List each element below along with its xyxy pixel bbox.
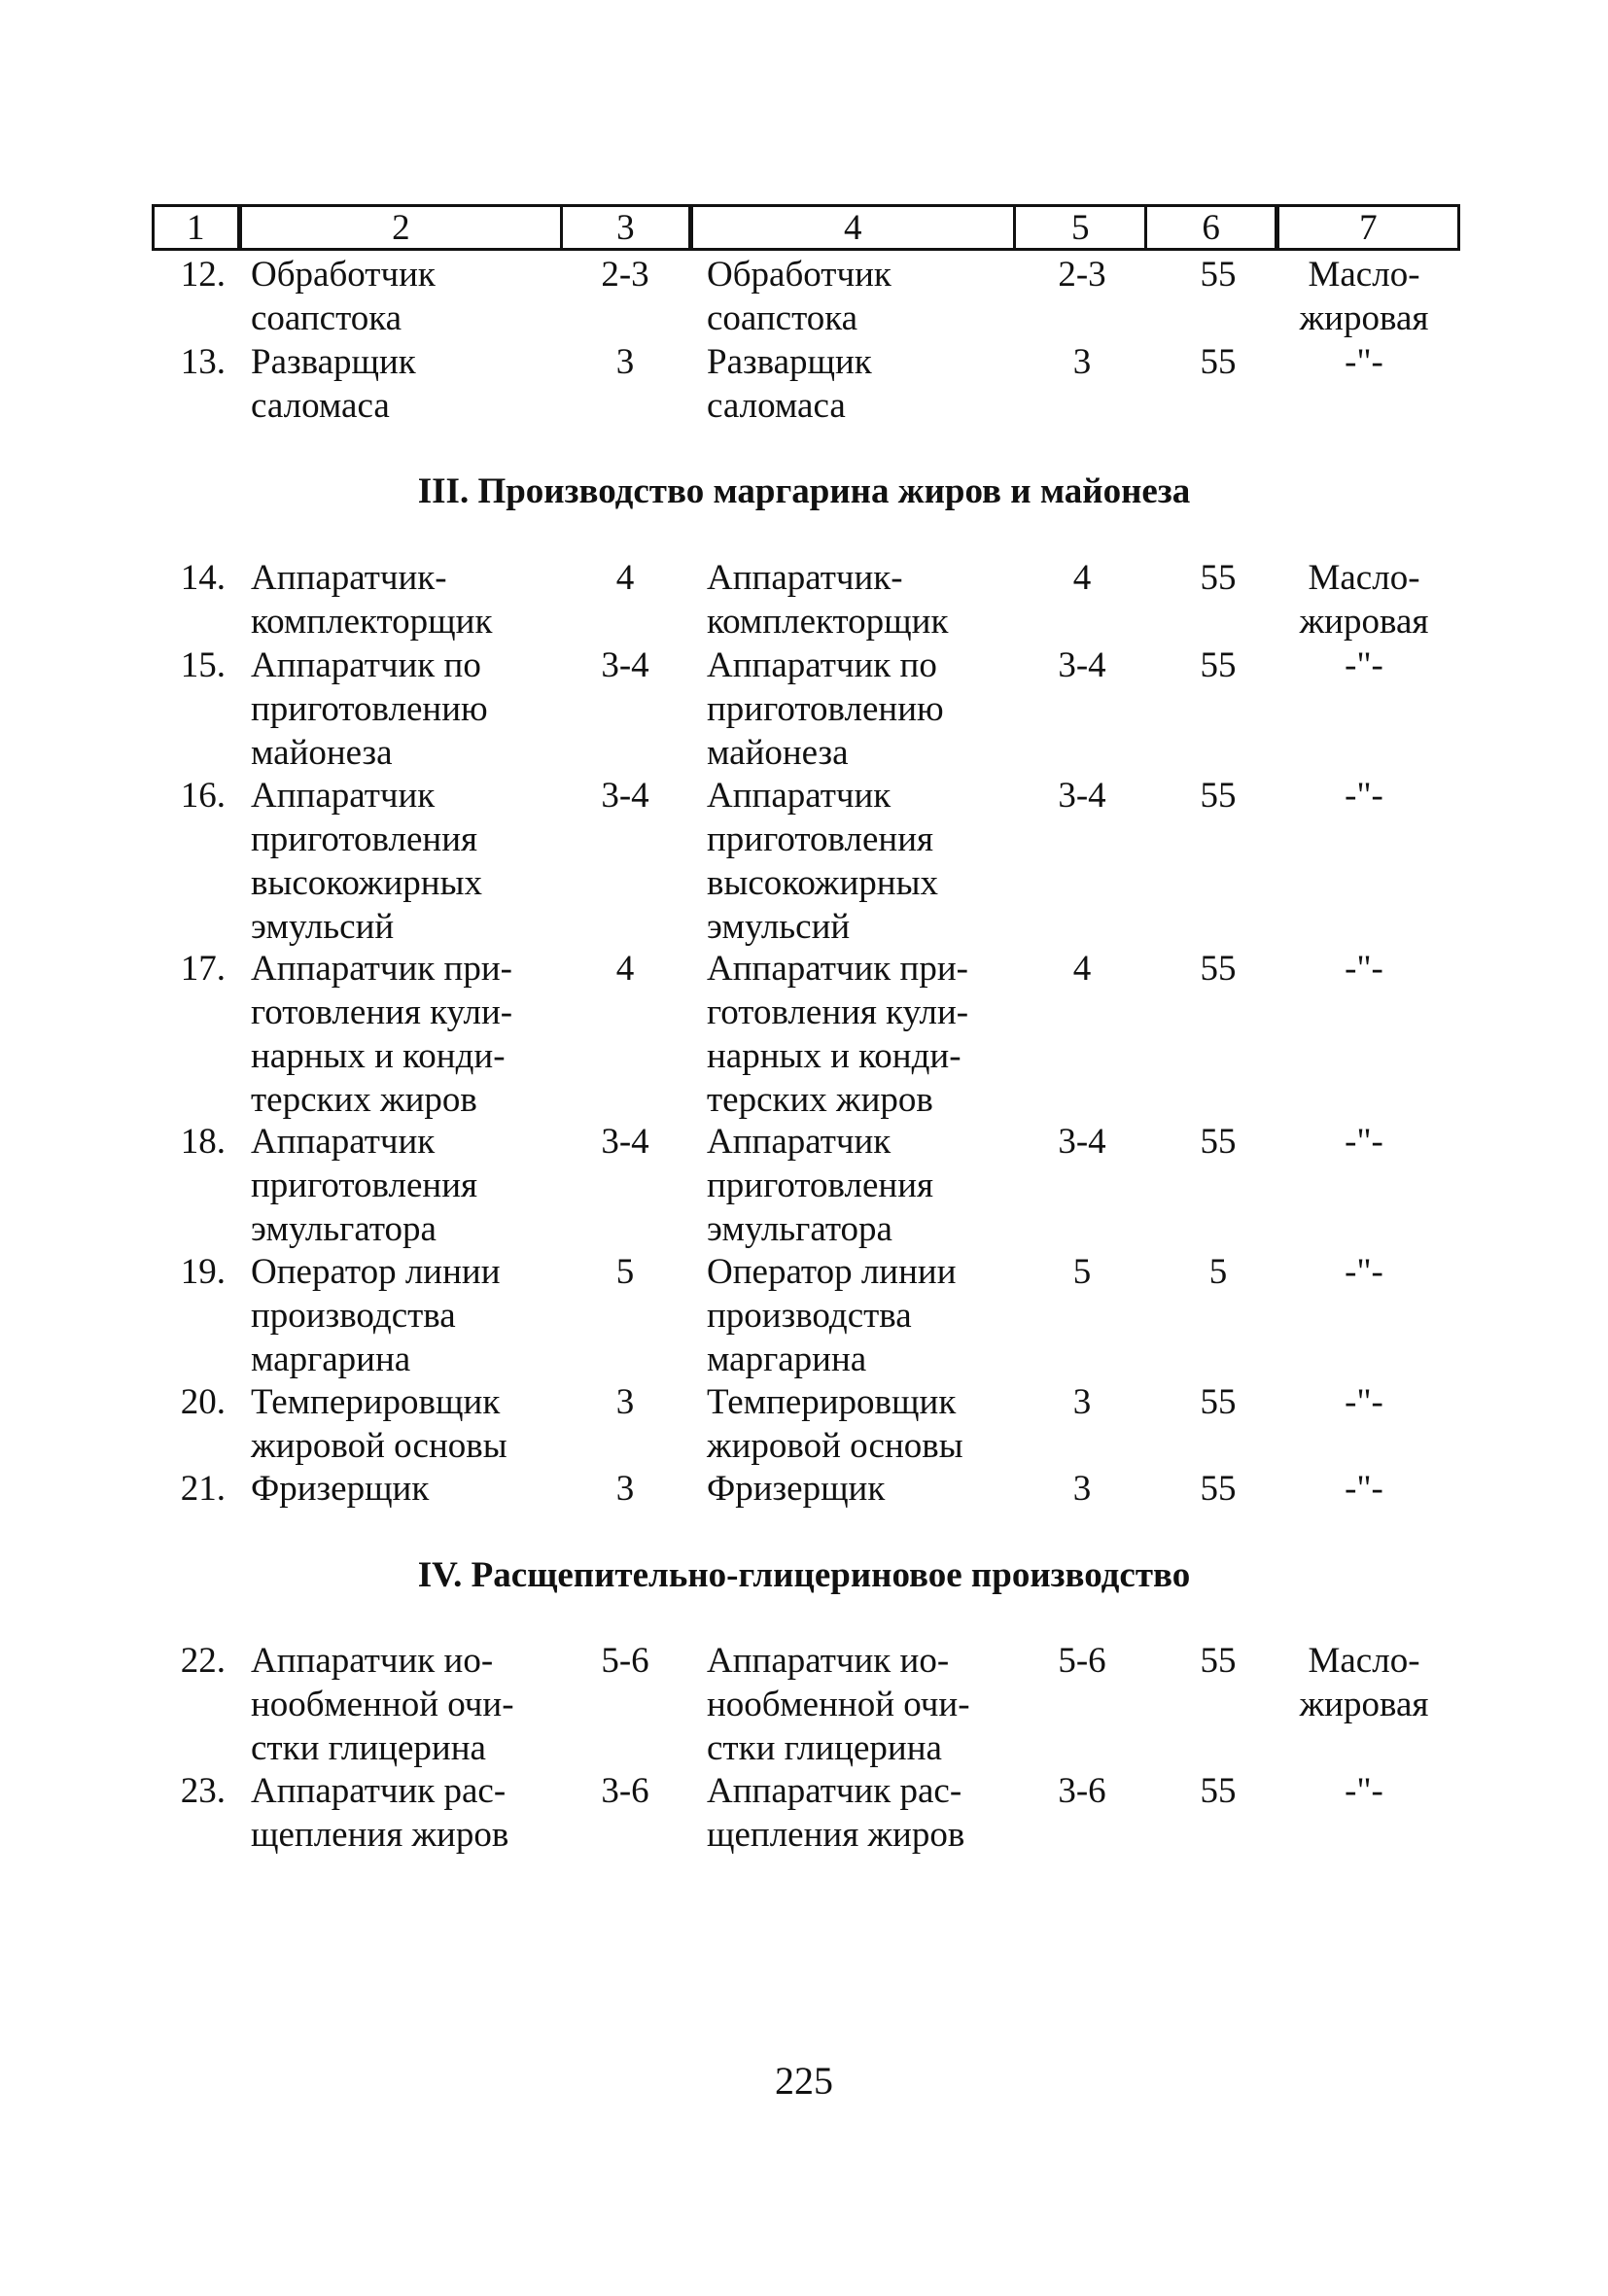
new-profession-name: Аппаратчик- комплекторщик	[707, 558, 949, 642]
page-number: 225	[775, 2059, 833, 2103]
row-number: 18.	[180, 1122, 226, 1162]
new-profession-name: Аппаратчик приготовления высокожирных эмульсий	[707, 776, 938, 947]
grade-range: 3-6	[601, 1771, 649, 1811]
industry: -"-	[1345, 1469, 1383, 1509]
profession-name: Обработчик соапстока	[251, 255, 436, 338]
header-col-3: 3	[563, 207, 692, 248]
section-title: IV. Расщепительно-глицериновое производство	[417, 1555, 1191, 1595]
new-profession-name: Аппаратчик ио- нообменной очи- стки глицерина	[707, 1641, 970, 1768]
grade-range: 3	[615, 342, 635, 382]
grade-range: 5	[615, 1252, 635, 1292]
code: 55	[1200, 558, 1237, 598]
grade-range: 4	[615, 949, 635, 989]
row-number: 16.	[180, 776, 226, 816]
industry: -"-	[1345, 342, 1383, 382]
profession-name: Аппаратчик- комплекторщик	[251, 558, 493, 642]
industry: Масло- жировая	[1299, 255, 1429, 338]
code: 5	[1208, 1252, 1228, 1292]
new-grade-range: 2-3	[1058, 255, 1106, 295]
code: 55	[1200, 1771, 1237, 1811]
code: 55	[1200, 949, 1237, 989]
new-profession-name: Аппаратчик рас- щепления жиров	[707, 1771, 965, 1855]
header-col-6: 6	[1147, 207, 1278, 248]
new-grade-range: 3	[1072, 342, 1092, 382]
row-number: 14.	[180, 558, 226, 598]
row-number: 12.	[180, 255, 226, 295]
row-number: 13.	[180, 342, 226, 382]
header-col-5: 5	[1016, 207, 1147, 248]
code: 55	[1200, 645, 1237, 685]
new-profession-name: Разварщик саломаса	[707, 342, 872, 426]
industry: -"-	[1345, 1771, 1383, 1811]
header-col-7: 7	[1359, 207, 1378, 248]
row-number: 20.	[180, 1382, 226, 1422]
grade-range: 3-4	[601, 1122, 649, 1162]
code: 55	[1200, 342, 1237, 382]
grade-range: 3	[615, 1382, 635, 1422]
row-number: 17.	[180, 949, 226, 989]
row-number: 23.	[180, 1771, 226, 1811]
grade-range: 5-6	[601, 1641, 649, 1681]
profession-name: Аппаратчик рас- щепления жиров	[251, 1771, 509, 1855]
new-grade-range: 3-6	[1058, 1771, 1106, 1811]
profession-name: Оператор линии производства маргарина	[251, 1252, 501, 1379]
new-profession-name: Аппаратчик приготовления эмульгатора	[707, 1122, 934, 1249]
new-grade-range: 4	[1072, 558, 1092, 598]
grade-range: 3-4	[601, 645, 649, 685]
profession-name: Разварщик саломаса	[251, 342, 416, 426]
new-profession-name: Темперировщик жировой основы	[707, 1382, 963, 1466]
new-grade-range: 3-4	[1058, 1122, 1106, 1162]
row-number: 22.	[180, 1641, 226, 1681]
new-grade-range: 3	[1072, 1469, 1092, 1509]
industry: -"-	[1345, 1122, 1383, 1162]
grade-range: 3	[615, 1469, 635, 1509]
header-col-1: 1	[155, 207, 242, 248]
profession-name: Аппаратчик по приготовлению майонеза	[251, 645, 488, 773]
code: 55	[1200, 1641, 1237, 1681]
new-grade-range: 3-4	[1058, 776, 1106, 816]
header-col-4: 4	[693, 207, 1017, 248]
code: 55	[1200, 255, 1237, 295]
profession-name: Аппаратчик при- готовления кули- нарных и конди- терских жиров	[251, 949, 513, 1120]
column-number-header	[152, 204, 1460, 251]
new-grade-range: 5-6	[1058, 1641, 1106, 1681]
new-profession-name: Фризерщик	[707, 1469, 886, 1509]
grade-range: 2-3	[601, 255, 649, 295]
industry: Масло- жировая	[1299, 558, 1429, 642]
profession-name: Аппаратчик приготовления высокожирных эмульсий	[251, 776, 482, 947]
industry: -"-	[1345, 1252, 1383, 1292]
header-col-2: 2	[242, 207, 564, 248]
industry: -"-	[1345, 645, 1383, 685]
new-grade-range: 3	[1072, 1382, 1092, 1422]
industry: -"-	[1345, 1382, 1383, 1422]
grade-range: 4	[615, 558, 635, 598]
new-profession-name: Аппаратчик при- готовления кули- нарных и конди- терских жиров	[707, 949, 969, 1120]
profession-name: Темперировщик жировой основы	[251, 1382, 507, 1466]
new-profession-name: Обработчик соапстока	[707, 255, 891, 338]
profession-name: Фризерщик	[251, 1469, 430, 1509]
code: 55	[1200, 1469, 1237, 1509]
new-grade-range: 4	[1072, 949, 1092, 989]
row-number: 21.	[180, 1469, 226, 1509]
industry: -"-	[1345, 949, 1383, 989]
new-profession-name: Оператор линии производства маргарина	[707, 1252, 957, 1379]
grade-range: 3-4	[601, 776, 649, 816]
code: 55	[1200, 776, 1237, 816]
new-grade-range: 5	[1072, 1252, 1092, 1292]
row-number: 15.	[180, 645, 226, 685]
new-grade-range: 3-4	[1058, 645, 1106, 685]
code: 55	[1200, 1122, 1237, 1162]
industry: Масло- жировая	[1299, 1641, 1429, 1724]
profession-name: Аппаратчик ио- нообменной очи- стки глицерина	[251, 1641, 514, 1768]
section-title: III. Производство маргарина жиров и майонеза	[417, 471, 1191, 511]
profession-name: Аппаратчик приготовления эмульгатора	[251, 1122, 478, 1249]
industry: -"-	[1345, 776, 1383, 816]
row-number: 19.	[180, 1252, 226, 1292]
new-profession-name: Аппаратчик по приготовлению майонеза	[707, 645, 944, 773]
code: 55	[1200, 1382, 1237, 1422]
